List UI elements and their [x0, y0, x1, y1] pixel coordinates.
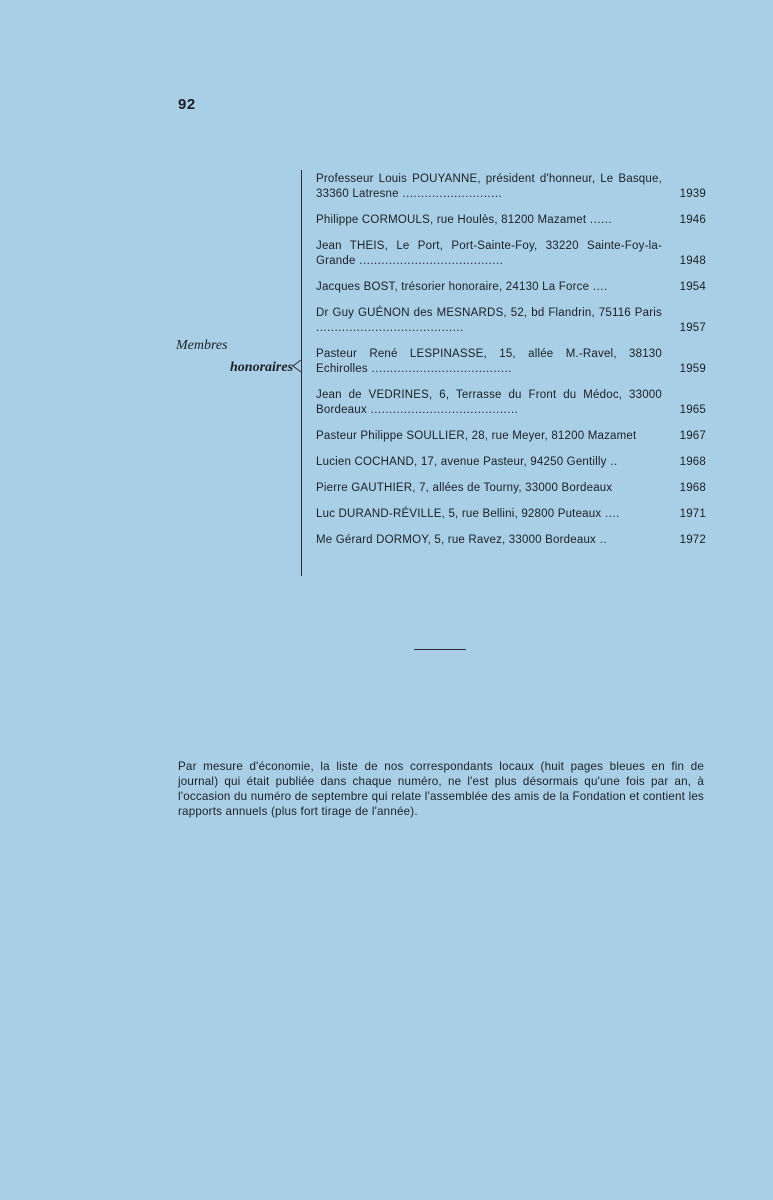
member-dots: .... — [601, 508, 620, 520]
member-entry — [316, 280, 706, 295]
member-year: 1946 — [679, 214, 706, 226]
member-entry — [316, 213, 706, 228]
member-text: Professeur Louis POUYANNE, président d'honneur, Le Basque, 33360 Latresne — [316, 173, 662, 200]
page-number: 92 — [178, 96, 196, 113]
member-text: Jacques BOST, trésorier honoraire, 24130 La Force — [316, 281, 590, 293]
member-year: 1954 — [679, 281, 706, 293]
member-year: 1965 — [679, 404, 706, 416]
member-text: Jean THEIS, Le Port, Port-Sainte-Foy, 33220 Sainte-Foy-la-Grande — [316, 240, 662, 267]
member-text: Luc DURAND-RÉVILLE, 5, rue Bellini, 92800 Puteaux — [316, 508, 602, 520]
footnote-paragraph: Par mesure d'économie, la liste de nos correspondants locaux (huit pages bleues en fin de journal) qui était publiée dans chaque numéro, ne l'est plus désormais qu'une fois par an, à l'occasion du numéro de septembre qui relate l'assemblée des amis de la Fondation et contient les rapports annuels (plus fort tirage de l'année). — [178, 759, 704, 818]
member-entry — [316, 533, 706, 548]
separator-rule — [414, 649, 466, 650]
brace-tip — [292, 360, 302, 372]
member-dots: ........................................ — [366, 404, 519, 416]
member-entry — [316, 481, 706, 496]
member-year: 1959 — [679, 363, 706, 375]
section-label-line2: honoraires — [230, 360, 294, 375]
member-entry — [316, 239, 706, 269]
member-dots: ........................... — [398, 188, 503, 200]
member-year: 1939 — [679, 188, 706, 200]
member-year: 1957 — [679, 322, 706, 334]
member-dots: ........................................ — [316, 322, 464, 334]
member-year: 1948 — [679, 255, 706, 267]
member-text: Pasteur René LESPINASSE, 15, allée M.-Ravel, 38130 Echirolles — [316, 348, 662, 375]
member-entry — [316, 347, 706, 377]
member-entry — [316, 306, 706, 336]
section-label — [176, 336, 293, 378]
member-year: 1968 — [679, 456, 706, 468]
member-text: Jean de VEDRINES, 6, Terrasse du Front du Médoc, 33000 Bordeaux — [316, 389, 662, 416]
member-dots: ....................................... — [355, 255, 504, 267]
member-dots: .. — [606, 456, 618, 468]
member-entry — [316, 455, 706, 470]
member-text: Dr Guy GUÉNON des MESNARDS, 52, bd Flandrin, 75116 Paris — [316, 307, 662, 319]
member-entry — [316, 388, 706, 418]
member-year: 1967 — [679, 430, 706, 442]
member-year: 1971 — [679, 508, 706, 520]
member-text: Lucien COCHAND, 17, avenue Pasteur, 94250 Gentilly — [316, 456, 607, 468]
member-entry — [316, 507, 706, 522]
member-dots: ...... — [586, 214, 613, 226]
member-entry — [316, 172, 706, 202]
members-list — [316, 172, 706, 559]
section-label-line1: Membres — [176, 338, 228, 353]
member-year: 1968 — [679, 482, 706, 494]
member-entry — [316, 429, 706, 444]
member-dots: ...................................... — [367, 363, 512, 375]
member-dots: .. — [596, 534, 608, 546]
member-text: Pierre GAUTHIER, 7, allées de Tourny, 33000 Bordeaux — [316, 482, 613, 494]
member-text: Pasteur Philippe SOULLIER, 28, rue Meyer, 81200 Mazamet — [316, 430, 637, 442]
member-dots: .... — [589, 281, 608, 293]
member-year: 1972 — [679, 534, 706, 546]
member-text: Philippe CORMOULS, rue Houlès, 81200 Mazamet — [316, 214, 587, 226]
brace-line — [301, 170, 302, 576]
member-text: Me Gérard DORMOY, 5, rue Ravez, 33000 Bordeaux — [316, 534, 597, 546]
